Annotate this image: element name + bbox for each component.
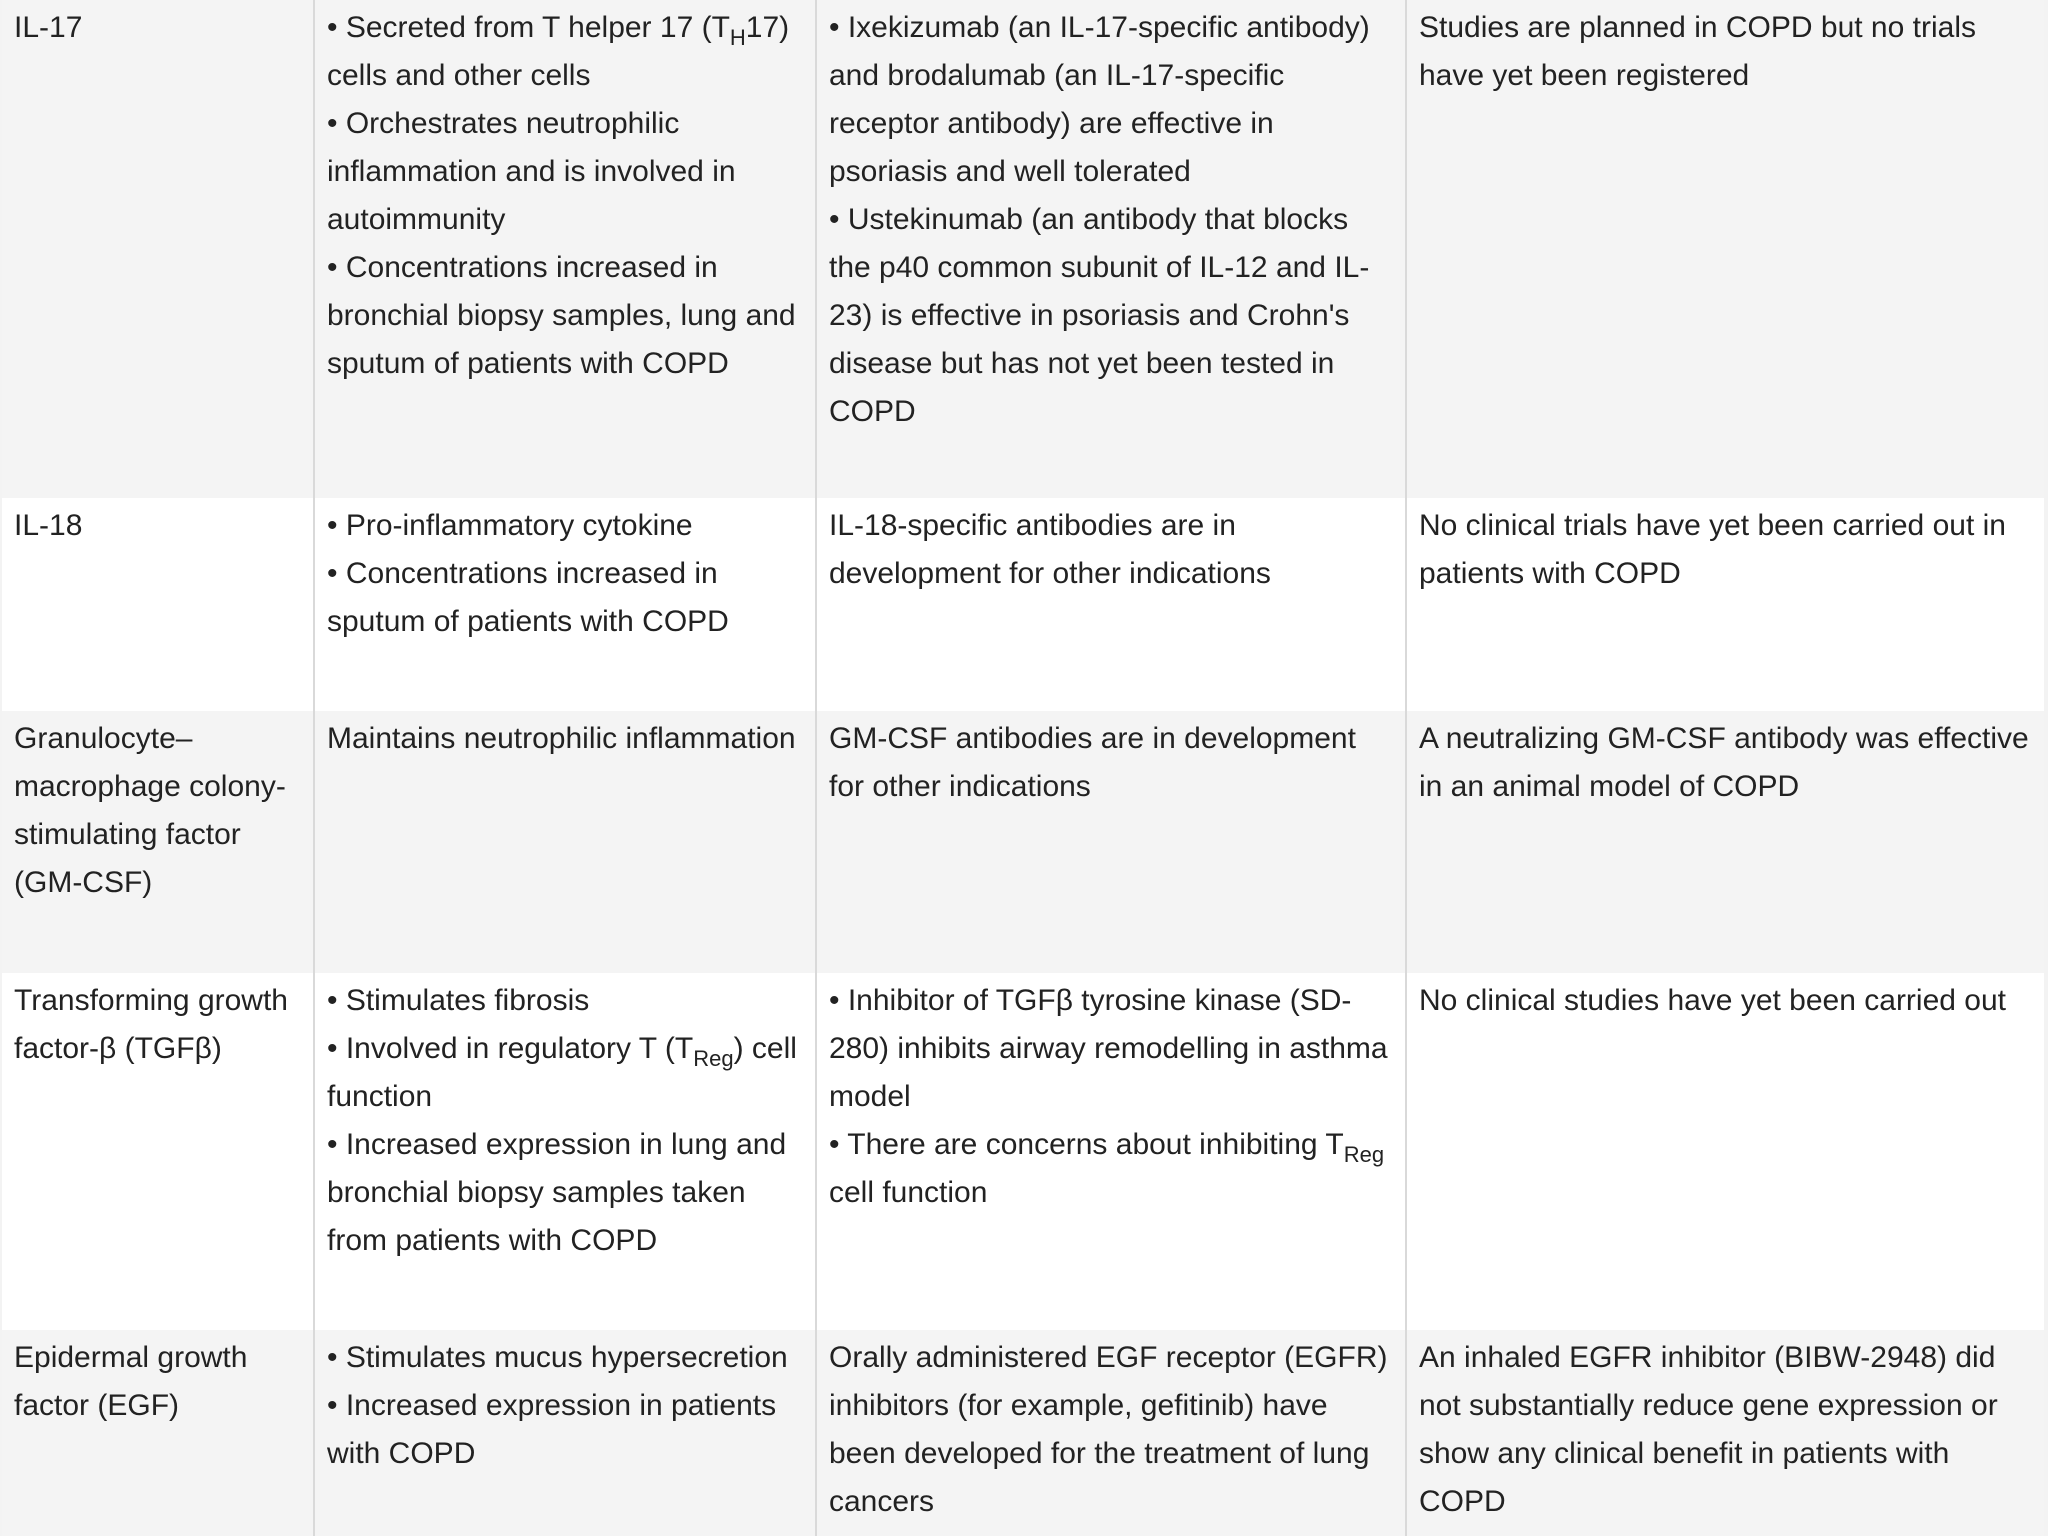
bullet-line: [327, 1382, 803, 1478]
bullet-line: [327, 977, 803, 1025]
line-text: • Involved in regulatory T (T: [327, 1032, 694, 1065]
bullet-line: [327, 715, 803, 763]
line-text: • Stimulates fibrosis: [327, 984, 590, 1017]
cell-drug-development: [816, 1330, 1406, 1536]
line-text: • Secreted from T helper 17 (T: [327, 11, 730, 44]
trial-status-text: No clinical studies have yet been carried out: [1419, 984, 2006, 1017]
line-text: Orally administered EGF receptor (EGFR) inhibitors (for example, gefitinib) have been developed for the treatment of lung cancers: [829, 1341, 1388, 1518]
line-text: • Stimulates mucus hypersecretion: [327, 1341, 788, 1374]
bullet-line: [327, 550, 803, 646]
target-name: IL-18: [14, 509, 83, 542]
line-text: • Ixekizumab (an IL-17-specific antibody) and brodalumab (an IL-17-specific receptor antibody) are effective in psoriasis and well tolerated: [829, 11, 1370, 188]
target-name: IL-17: [14, 11, 83, 44]
target-name: Granulocyte–macrophage colony-stimulating factor (GM-CSF): [14, 722, 286, 899]
mediator-table: [2, 0, 2044, 1536]
cell-copd-trial-status: [1406, 973, 2044, 1330]
bullet-line: [327, 1025, 803, 1121]
table-body: [2, 0, 2044, 1536]
table-row: [2, 973, 2044, 1330]
cell-drug-development: [816, 711, 1406, 973]
line-text: • Inhibitor of TGFβ tyrosine kinase (SD-280) inhibits airway remodelling in asthma model: [829, 984, 1388, 1113]
bullet-line: [829, 977, 1393, 1121]
line-text: IL-18-specific antibodies are in development for other indications: [829, 509, 1271, 590]
bullet-line: [829, 4, 1393, 196]
line-text: • Orchestrates neutrophilic inflammation and is involved in autoimmunity: [327, 107, 736, 236]
bullet-line: [327, 100, 803, 244]
cell-target: [2, 1330, 314, 1536]
bullet-line: [327, 1121, 803, 1265]
cell-role-in-copd: [314, 973, 816, 1330]
bullet-line: [829, 196, 1393, 436]
trial-status-text: Studies are planned in COPD but no trials have yet been registered: [1419, 11, 1976, 92]
bullet-line: [327, 502, 803, 550]
bullet-line: [829, 1121, 1393, 1217]
target-name: Epidermal growth factor (EGF): [14, 1341, 248, 1422]
trial-status-text: A neutralizing GM-CSF antibody was effective in an animal model of COPD: [1419, 722, 2029, 803]
cell-drug-development: [816, 0, 1406, 498]
table-row: [2, 1330, 2044, 1536]
bullet-line: [327, 244, 803, 388]
bullet-line: [829, 1334, 1393, 1526]
trial-status-text: No clinical trials have yet been carried out in patients with COPD: [1419, 509, 2006, 590]
bullet-line: [829, 715, 1393, 811]
table-row: [2, 0, 2044, 498]
line-text: • Concentrations increased in bronchial biopsy samples, lung and sputum of patients with COPD: [327, 251, 796, 380]
line-text: • Increased expression in patients with COPD: [327, 1389, 777, 1470]
cell-role-in-copd: [314, 0, 816, 498]
subscript-text: Reg: [693, 1046, 734, 1071]
target-name: Transforming growth factor-β (TGFβ): [14, 984, 288, 1065]
cell-role-in-copd: [314, 1330, 816, 1536]
cell-copd-trial-status: [1406, 0, 2044, 498]
bullet-line: [327, 4, 803, 100]
line-text: • Ustekinumab (an antibody that blocks the p40 common subunit of IL-12 and IL-23) is effective in psoriasis and Crohn's disease but has not yet been tested in COPD: [829, 203, 1370, 428]
cell-target: [2, 0, 314, 498]
line-text: GM-CSF antibodies are in development for other indications: [829, 722, 1356, 803]
line-text: 17) cells and other cells: [327, 11, 790, 92]
cell-target: [2, 973, 314, 1330]
line-text: • Increased expression in lung and bronchial biopsy samples taken from patients with COPD: [327, 1128, 787, 1257]
trial-status-text: An inhaled EGFR inhibitor (BIBW-2948) did not substantially reduce gene expression or show any clinical benefit in patients with COPD: [1419, 1341, 1998, 1518]
subscript-text: H: [729, 25, 746, 50]
cell-target: [2, 711, 314, 973]
cell-role-in-copd: [314, 498, 816, 711]
bullet-line: [829, 502, 1393, 598]
bullet-line: [327, 1334, 803, 1382]
cell-drug-development: [816, 498, 1406, 711]
cell-target: [2, 498, 314, 711]
line-text: • Concentrations increased in sputum of patients with COPD: [327, 557, 729, 638]
cell-copd-trial-status: [1406, 498, 2044, 711]
table-row: [2, 711, 2044, 973]
line-text: • There are concerns about inhibiting T: [829, 1128, 1344, 1161]
line-text: Maintains neutrophilic inflammation: [327, 722, 796, 755]
cell-copd-trial-status: [1406, 1330, 2044, 1536]
line-text: • Pro-inflammatory cytokine: [327, 509, 693, 542]
cell-drug-development: [816, 973, 1406, 1330]
line-text: ) cell function: [327, 1032, 797, 1113]
cell-copd-trial-status: [1406, 711, 2044, 973]
cell-role-in-copd: [314, 711, 816, 973]
subscript-text: Reg: [1343, 1142, 1385, 1167]
line-text: cell function: [829, 1176, 988, 1209]
table-row: [2, 498, 2044, 711]
